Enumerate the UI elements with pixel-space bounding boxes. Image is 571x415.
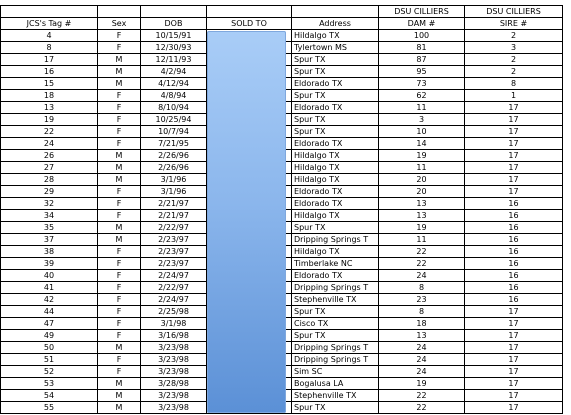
cell-address: Spur TX bbox=[292, 306, 379, 318]
cell-tag: 8 bbox=[1, 42, 98, 54]
cell-dob: 3/23/98 bbox=[141, 342, 207, 354]
cell-sire: 16 bbox=[465, 210, 563, 222]
cell-address: Spur TX bbox=[292, 90, 379, 102]
cell-dob: 2/22/97 bbox=[141, 222, 207, 234]
cell-tag: 40 bbox=[1, 270, 98, 282]
cell-dam: 100 bbox=[379, 30, 465, 42]
cell-dam: 24 bbox=[379, 270, 465, 282]
cell-address: Cisco TX bbox=[292, 318, 379, 330]
cell-address: Stephenville TX bbox=[292, 390, 379, 402]
cell-dob: 2/26/96 bbox=[141, 162, 207, 174]
cell-address: Spur TX bbox=[292, 66, 379, 78]
cell-dam: 73 bbox=[379, 78, 465, 90]
cell-sire: 17 bbox=[465, 318, 563, 330]
cell-dam: 18 bbox=[379, 318, 465, 330]
cell-sex: M bbox=[98, 234, 141, 246]
cell-dob: 2/24/97 bbox=[141, 294, 207, 306]
cell-dam: 19 bbox=[379, 222, 465, 234]
cell-sire: 16 bbox=[465, 270, 563, 282]
cell-dob: 10/7/94 bbox=[141, 126, 207, 138]
cell-dam: 14 bbox=[379, 138, 465, 150]
cell-dob: 4/2/94 bbox=[141, 66, 207, 78]
cell-sire: 2 bbox=[465, 66, 563, 78]
cell-sex: M bbox=[98, 174, 141, 186]
cell-address: Hildalgo TX bbox=[292, 150, 379, 162]
cell-sex: F bbox=[98, 126, 141, 138]
cell-sire: 17 bbox=[465, 114, 563, 126]
cell-address: Dripping Springs T bbox=[292, 342, 379, 354]
cell-dob: 2/26/96 bbox=[141, 150, 207, 162]
cell-tag: 39 bbox=[1, 258, 98, 270]
cell-sex: F bbox=[98, 42, 141, 54]
cell-sex: F bbox=[98, 198, 141, 210]
cell-dam: 8 bbox=[379, 306, 465, 318]
cell-sex: F bbox=[98, 318, 141, 330]
cell-tag: 27 bbox=[1, 162, 98, 174]
cell-dob: 2/23/97 bbox=[141, 234, 207, 246]
cell-tag: 29 bbox=[1, 186, 98, 198]
cell-dam: 22 bbox=[379, 258, 465, 270]
cell-sire: 17 bbox=[465, 162, 563, 174]
header-dam-top: DSU CILLIERS bbox=[379, 6, 465, 18]
sold-to-redaction-overlay bbox=[207, 31, 286, 413]
cell-tag: 47 bbox=[1, 318, 98, 330]
cell-sire: 8 bbox=[465, 78, 563, 90]
cell-address: Spur TX bbox=[292, 114, 379, 126]
cell-dam: 8 bbox=[379, 282, 465, 294]
header-address: Address bbox=[292, 18, 379, 30]
cell-sire: 17 bbox=[465, 150, 563, 162]
cell-sex: F bbox=[98, 330, 141, 342]
cell-dam: 24 bbox=[379, 354, 465, 366]
cell-dob: 2/23/97 bbox=[141, 258, 207, 270]
cell-dam: 24 bbox=[379, 342, 465, 354]
header-sex: Sex bbox=[98, 18, 141, 30]
cell-sire: 17 bbox=[465, 186, 563, 198]
cell-dob: 12/30/93 bbox=[141, 42, 207, 54]
cell-sire: 16 bbox=[465, 258, 563, 270]
cell-tag: 16 bbox=[1, 66, 98, 78]
cell-address: Sim SC bbox=[292, 366, 379, 378]
cell-address: Dripping Springs T bbox=[292, 354, 379, 366]
cell-sire: 17 bbox=[465, 330, 563, 342]
cell-dam: 22 bbox=[379, 402, 465, 414]
cell-dob: 3/23/98 bbox=[141, 366, 207, 378]
cell-dob: 3/1/98 bbox=[141, 318, 207, 330]
cell-tag: 18 bbox=[1, 90, 98, 102]
cell-address: Eldorado TX bbox=[292, 78, 379, 90]
cell-sire: 17 bbox=[465, 138, 563, 150]
cell-dam: 13 bbox=[379, 198, 465, 210]
header-sire-top: DSU CILLIERS bbox=[465, 6, 563, 18]
cell-sire: 1 bbox=[465, 90, 563, 102]
header-blank-sold bbox=[207, 6, 292, 18]
cell-address: Dripping Springs T bbox=[292, 234, 379, 246]
cell-sire: 17 bbox=[465, 366, 563, 378]
cell-sire: 16 bbox=[465, 282, 563, 294]
cell-tag: 28 bbox=[1, 174, 98, 186]
cell-address: Stephenville TX bbox=[292, 294, 379, 306]
cell-sire: 17 bbox=[465, 402, 563, 414]
cell-tag: 15 bbox=[1, 78, 98, 90]
cell-dob: 7/21/95 bbox=[141, 138, 207, 150]
cell-dam: 81 bbox=[379, 42, 465, 54]
cell-address: Tylertown MS bbox=[292, 42, 379, 54]
cell-address: Bogalusa LA bbox=[292, 378, 379, 390]
cell-tag: 13 bbox=[1, 102, 98, 114]
cell-sex: M bbox=[98, 162, 141, 174]
header-row-top bbox=[1, 6, 563, 18]
cell-sex: F bbox=[98, 30, 141, 42]
cell-sex: F bbox=[98, 270, 141, 282]
cell-address: Spur TX bbox=[292, 402, 379, 414]
cell-dam: 62 bbox=[379, 90, 465, 102]
cell-tag: 44 bbox=[1, 306, 98, 318]
cell-tag: 49 bbox=[1, 330, 98, 342]
cell-sex: F bbox=[98, 306, 141, 318]
cell-address: Spur TX bbox=[292, 330, 379, 342]
cell-dob: 3/23/98 bbox=[141, 354, 207, 366]
cell-tag: 32 bbox=[1, 198, 98, 210]
cell-tag: 26 bbox=[1, 150, 98, 162]
cell-dob: 3/1/96 bbox=[141, 174, 207, 186]
cell-address: Hildalgo TX bbox=[292, 174, 379, 186]
cell-tag: 34 bbox=[1, 210, 98, 222]
cell-sex: F bbox=[98, 138, 141, 150]
cell-address: Eldorado TX bbox=[292, 186, 379, 198]
cell-tag: 17 bbox=[1, 54, 98, 66]
cell-sire: 2 bbox=[465, 54, 563, 66]
cell-tag: 51 bbox=[1, 354, 98, 366]
cell-dob: 3/28/98 bbox=[141, 378, 207, 390]
header-blank-address bbox=[292, 6, 379, 18]
cell-address: Timberlake NC bbox=[292, 258, 379, 270]
cell-sex: F bbox=[98, 90, 141, 102]
cell-dam: 11 bbox=[379, 234, 465, 246]
cell-tag: 52 bbox=[1, 366, 98, 378]
cell-dob: 4/8/94 bbox=[141, 90, 207, 102]
cell-dam: 23 bbox=[379, 294, 465, 306]
cell-sire: 16 bbox=[465, 222, 563, 234]
cell-sex: F bbox=[98, 294, 141, 306]
cell-address: Eldorado TX bbox=[292, 102, 379, 114]
cell-address: Hildalgo TX bbox=[292, 210, 379, 222]
cell-dob: 2/22/97 bbox=[141, 282, 207, 294]
cell-dob: 2/25/98 bbox=[141, 306, 207, 318]
cell-tag: 50 bbox=[1, 342, 98, 354]
cell-sex: F bbox=[98, 210, 141, 222]
cell-sex: F bbox=[98, 354, 141, 366]
cell-sire: 17 bbox=[465, 378, 563, 390]
cell-tag: 54 bbox=[1, 390, 98, 402]
cell-dam: 11 bbox=[379, 162, 465, 174]
cell-sex: M bbox=[98, 78, 141, 90]
cell-sex: M bbox=[98, 222, 141, 234]
cell-dob: 3/23/98 bbox=[141, 390, 207, 402]
cell-dam: 22 bbox=[379, 390, 465, 402]
header-sold-to: SOLD TO bbox=[207, 18, 292, 30]
cell-dob: 8/10/94 bbox=[141, 102, 207, 114]
cell-dam: 10 bbox=[379, 126, 465, 138]
cell-sex: M bbox=[98, 66, 141, 78]
cell-dob: 3/16/98 bbox=[141, 330, 207, 342]
cell-sire: 16 bbox=[465, 198, 563, 210]
cell-dam: 19 bbox=[379, 150, 465, 162]
cell-sex: M bbox=[98, 390, 141, 402]
cell-sire: 17 bbox=[465, 102, 563, 114]
cell-tag: 4 bbox=[1, 30, 98, 42]
cell-sire: 17 bbox=[465, 354, 563, 366]
cell-sex: M bbox=[98, 342, 141, 354]
cell-dam: 19 bbox=[379, 378, 465, 390]
cell-tag: 19 bbox=[1, 114, 98, 126]
cell-tag: 42 bbox=[1, 294, 98, 306]
cell-tag: 41 bbox=[1, 282, 98, 294]
cell-sire: 16 bbox=[465, 246, 563, 258]
cell-address: Eldorado TX bbox=[292, 138, 379, 150]
cell-sire: 17 bbox=[465, 390, 563, 402]
header-row bbox=[1, 18, 563, 30]
cell-sire: 17 bbox=[465, 342, 563, 354]
cell-sex: M bbox=[98, 54, 141, 66]
header-blank-tag bbox=[1, 6, 98, 18]
cell-sire: 17 bbox=[465, 174, 563, 186]
header-dob: DOB bbox=[141, 18, 207, 30]
cell-dam: 22 bbox=[379, 246, 465, 258]
cell-tag: 37 bbox=[1, 234, 98, 246]
cell-dam: 20 bbox=[379, 186, 465, 198]
cell-dam: 3 bbox=[379, 114, 465, 126]
cell-tag: 22 bbox=[1, 126, 98, 138]
cell-dob: 3/1/96 bbox=[141, 186, 207, 198]
cell-dob: 3/23/98 bbox=[141, 402, 207, 414]
cell-dam: 95 bbox=[379, 66, 465, 78]
cell-sire: 3 bbox=[465, 42, 563, 54]
header-blank-dob bbox=[141, 6, 207, 18]
cell-address: Spur TX bbox=[292, 54, 379, 66]
cell-address: Hildalgo TX bbox=[292, 162, 379, 174]
cell-dam: 20 bbox=[379, 174, 465, 186]
cell-address: Eldorado TX bbox=[292, 198, 379, 210]
cell-dam: 13 bbox=[379, 210, 465, 222]
cell-tag: 55 bbox=[1, 402, 98, 414]
cell-dob: 2/23/97 bbox=[141, 246, 207, 258]
cell-tag: 35 bbox=[1, 222, 98, 234]
cell-tag: 53 bbox=[1, 378, 98, 390]
cell-sire: 17 bbox=[465, 306, 563, 318]
cell-tag: 38 bbox=[1, 246, 98, 258]
cell-dob: 10/15/91 bbox=[141, 30, 207, 42]
cell-address: Spur TX bbox=[292, 126, 379, 138]
cell-dob: 2/21/97 bbox=[141, 198, 207, 210]
cell-sex: M bbox=[98, 150, 141, 162]
cell-dam: 11 bbox=[379, 102, 465, 114]
cell-dob: 4/12/94 bbox=[141, 78, 207, 90]
cell-address: Eldorado TX bbox=[292, 270, 379, 282]
cell-dam: 87 bbox=[379, 54, 465, 66]
cell-address: Dripping Springs T bbox=[292, 282, 379, 294]
cell-sex: F bbox=[98, 102, 141, 114]
cell-address: Hildalgo TX bbox=[292, 246, 379, 258]
cell-address: Spur TX bbox=[292, 222, 379, 234]
cell-sex: F bbox=[98, 114, 141, 126]
header-sire: SIRE # bbox=[465, 18, 563, 30]
cell-sex: M bbox=[98, 402, 141, 414]
cell-sire: 2 bbox=[465, 30, 563, 42]
cell-sex: F bbox=[98, 246, 141, 258]
cell-dob: 12/11/93 bbox=[141, 54, 207, 66]
cell-sex: F bbox=[98, 186, 141, 198]
cell-dob: 2/21/97 bbox=[141, 210, 207, 222]
cell-sex: F bbox=[98, 258, 141, 270]
cell-sex: M bbox=[98, 378, 141, 390]
cell-dam: 13 bbox=[379, 330, 465, 342]
cell-sex: F bbox=[98, 366, 141, 378]
header-dam: DAM # bbox=[379, 18, 465, 30]
cell-dob: 10/25/94 bbox=[141, 114, 207, 126]
cell-sire: 16 bbox=[465, 294, 563, 306]
cell-tag: 24 bbox=[1, 138, 98, 150]
cell-dob: 2/24/97 bbox=[141, 270, 207, 282]
cell-dam: 24 bbox=[379, 366, 465, 378]
header-tag: JCS's Tag # bbox=[1, 18, 98, 30]
cell-sire: 16 bbox=[465, 234, 563, 246]
cell-sex: F bbox=[98, 282, 141, 294]
cell-address: Hildalgo TX bbox=[292, 30, 379, 42]
header-blank-sex bbox=[98, 6, 141, 18]
cell-sire: 17 bbox=[465, 126, 563, 138]
